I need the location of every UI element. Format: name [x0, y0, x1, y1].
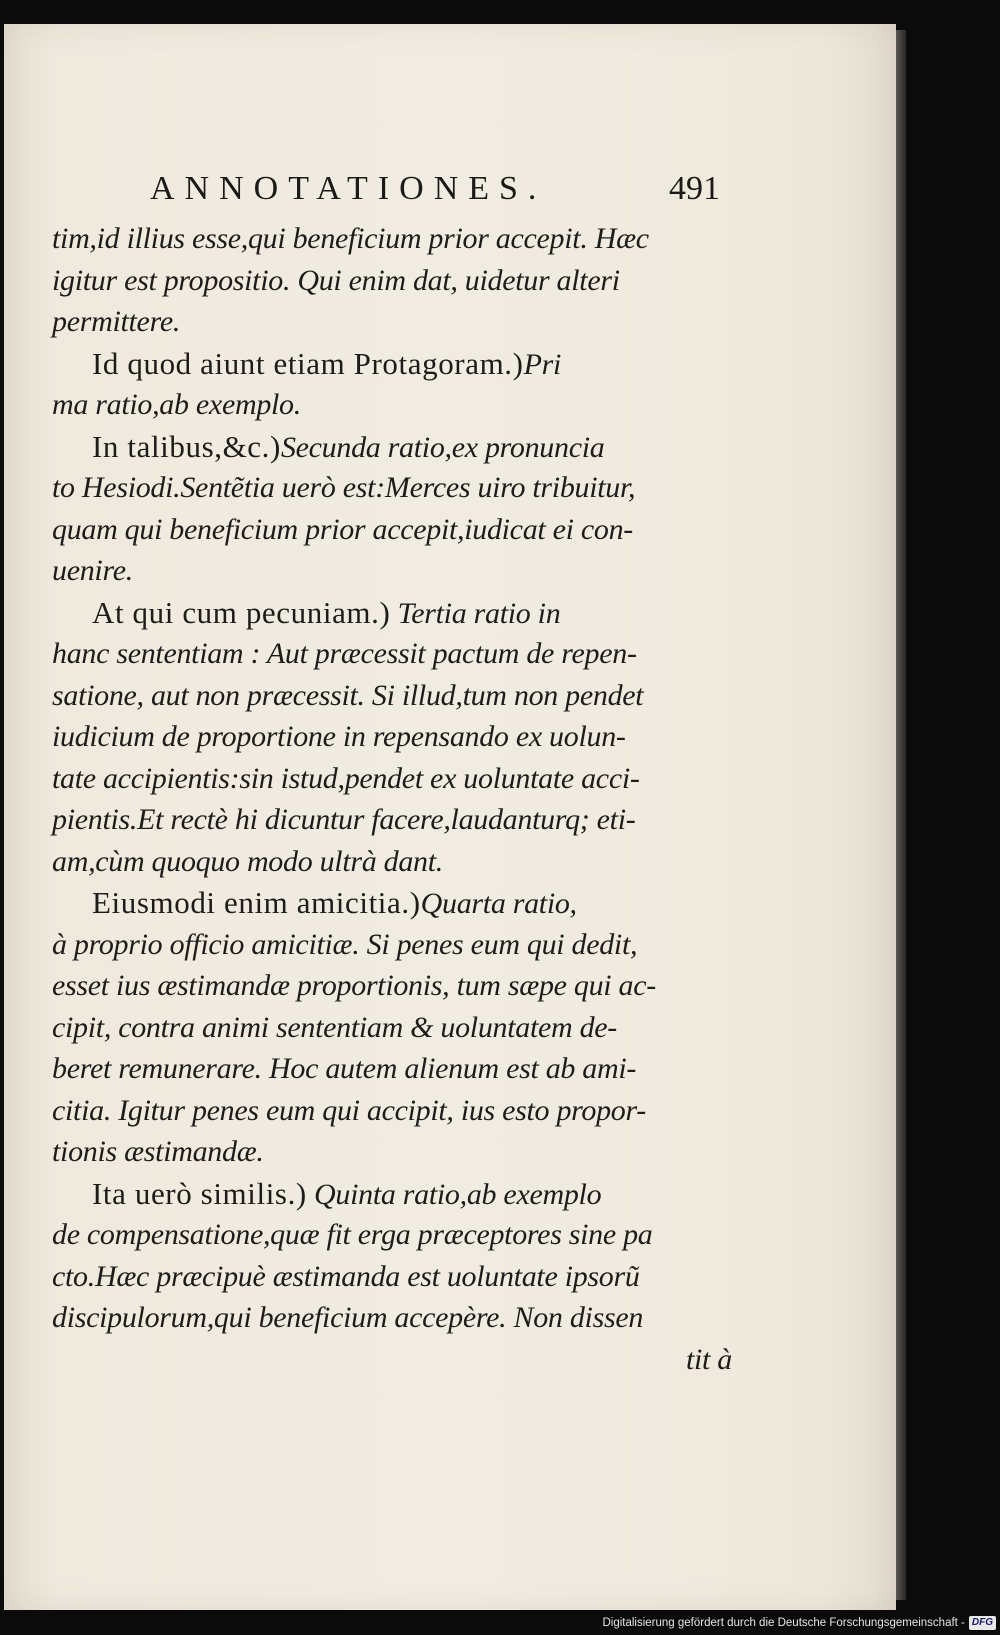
lemma-text: Eiusmodi enim amicitia.) — [92, 885, 421, 920]
text-line — [52, 1339, 732, 1381]
commentary-text: tit à — [685, 1342, 732, 1376]
commentary-text: beret remunerare. Hoc autem alienum est ab ami- — [52, 1052, 637, 1085]
text-line — [52, 343, 732, 385]
commentary-text: esset ius æstimandæ proportionis, tum sæpe qui ac- — [52, 969, 656, 1002]
text-line — [52, 882, 732, 924]
text-line — [52, 260, 732, 302]
commentary-text: cto.Hæc præcipuè æstimanda est uoluntate ipsorũ — [52, 1259, 640, 1293]
text-line — [52, 1048, 732, 1090]
text-line — [52, 841, 732, 883]
lemma-text: Ita uerò similis.) — [92, 1175, 307, 1211]
text-line — [52, 467, 732, 509]
commentary-text: Quinta ratio,ab exemplo — [306, 1177, 602, 1211]
commentary-text: cipit, contra animi sententiam & uoluntatem de- — [52, 1010, 617, 1044]
commentary-text: ma ratio,ab exemplo. — [52, 388, 301, 421]
commentary-text: hanc sententiam : Aut præcessit pactum de repen- — [52, 637, 637, 670]
lemma-text: Id quod aiunt etiam Protagoram.) — [92, 345, 524, 381]
text-line — [52, 799, 732, 841]
text-line — [52, 633, 732, 675]
commentary-text: discipulorum,qui beneficium accepère. Non dissen — [52, 1301, 644, 1334]
text-line — [52, 509, 732, 551]
commentary-text: am,cùm quoquo modo ultrà dant. — [52, 844, 443, 878]
text-line — [52, 924, 732, 966]
commentary-text: igitur est propositio. Qui enim dat, uidetur alteri — [52, 263, 620, 297]
lemma-text: At qui cum pecuniam.) — [92, 594, 391, 630]
digitization-credit — [602, 1613, 996, 1633]
running-head — [150, 170, 720, 214]
commentary-text: uenire. — [52, 554, 133, 587]
commentary-text: tim,id illius esse,qui beneficium prior accepit. Hæc — [52, 222, 649, 255]
commentary-text: Tertia ratio in — [390, 596, 561, 630]
commentary-text: to Hesiodi.Sentẽtia uerò est:Merces uiro tribuitur, — [52, 471, 636, 504]
page-number: 491 — [669, 170, 720, 207]
commentary-text: quam qui beneficium prior accepit,iudicat ei con- — [52, 512, 633, 546]
commentary-text: satione, aut non præcessit. Si illud,tum non pendet — [52, 678, 644, 712]
dfg-logo: DFG — [969, 1616, 996, 1630]
commentary-text: tate accipientis:sin istud,pendet ex uoluntate acci- — [52, 761, 640, 795]
commentary-text: permittere. — [52, 305, 181, 338]
text-line — [52, 218, 732, 260]
text-line — [52, 1131, 732, 1173]
text-line — [52, 1007, 732, 1049]
text-line — [52, 301, 732, 343]
text-line — [52, 758, 732, 800]
text-line — [52, 716, 732, 758]
commentary-text: Quarta ratio, — [420, 887, 577, 920]
commentary-text: tionis æstimandæ. — [52, 1135, 264, 1168]
text-line — [52, 1173, 732, 1215]
text-line — [52, 384, 732, 426]
commentary-text: Pri — [523, 347, 562, 381]
text-line — [52, 965, 732, 1007]
commentary-text: citia. Igitur penes eum qui accipit, ius esto propor- — [52, 1093, 646, 1127]
text-line — [52, 426, 732, 468]
text-line — [52, 1090, 732, 1132]
text-line — [52, 1297, 732, 1339]
book-spine-edge — [896, 30, 906, 1600]
credit-text: Digitalisierung gefördert durch die Deutsche Forschungsgemeinschaft - — [602, 1617, 965, 1629]
text-line — [52, 550, 732, 592]
commentary-text: pientis.Et rectè hi dicuntur facere,laudanturq; eti- — [52, 803, 636, 836]
text-line — [52, 592, 732, 634]
running-head-title: ANNOTATIONES. — [150, 170, 547, 207]
commentary-text: Secunda ratio,ex pronuncia — [280, 430, 605, 464]
text-line — [52, 675, 732, 717]
lemma-text: In talibus,&c.) — [92, 428, 281, 464]
text-line — [52, 1214, 732, 1256]
commentary-text: à proprio officio amicitiæ. Si penes eum qui dedit, — [52, 927, 638, 961]
commentary-text: de compensatione,quæ fit erga præceptores sine pa — [52, 1218, 653, 1251]
commentary-text: iudicium de proportione in repensando ex uolun- — [52, 720, 626, 753]
text-line — [52, 1256, 732, 1298]
body-text — [52, 218, 732, 1380]
